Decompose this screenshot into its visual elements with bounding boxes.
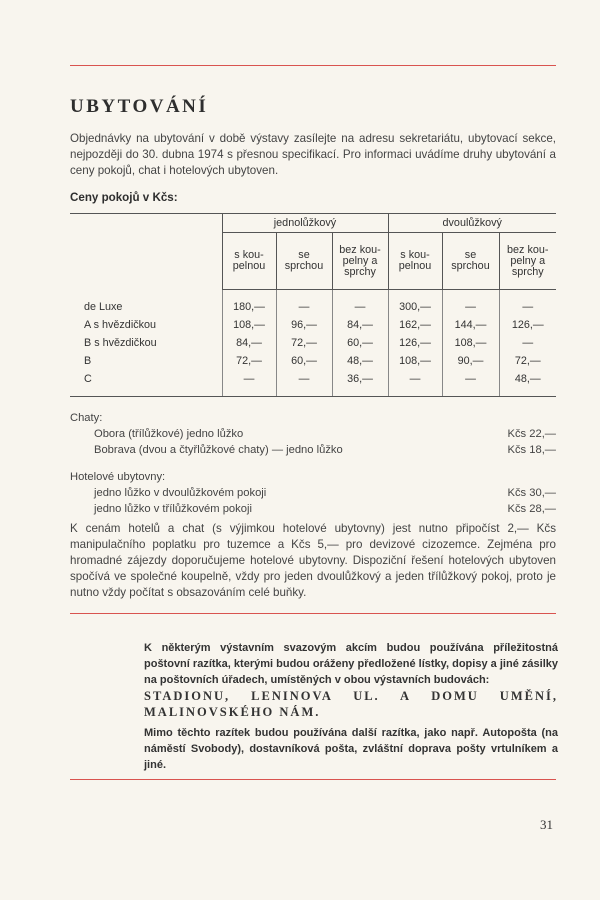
table-cell: 48,— [499,370,556,397]
notice-locations: STADIONU, LENINOVA UL. A DOMU UMĚNÍ, MALINOVSKÉHO NÁM. [144,689,558,719]
table-cell: 144,— [442,316,499,334]
table-cell: — [276,290,332,317]
subheader: s kou- pelnou [222,233,276,290]
subheader: se sprchou [442,233,499,290]
row-label: A s hvězdičkou [84,319,157,331]
item-price: Kčs 22,— [507,428,556,440]
notice-bottom-divider [70,779,556,780]
list-item [70,485,556,501]
table-cell: 126,— [388,334,442,352]
table-cell: — [499,290,556,317]
table-cell: — [442,290,499,317]
fees-paragraph: K cenám hotelů a chat (s výjimkou hotelové ubytovny) jest nutno připočíst 2,— Kčs manipulačního poplatku pro tuzemce a Kčs 5,— pro devizové cizozemce. Zejména pro hromadné zájezdy doporučujeme hotelové ubytovny. Dispoziční řešení hotelových ubytoven spočívá ve společné koupelně, vždy pro jeden dvoulůžkový a jeden třílůžkový pokoj, proto je nutno vždy počítat s obsazováním celé buňky. [70,522,556,599]
table-cell: 72,— [499,352,556,370]
notice-paragraph: K některým výstavním svazovým akcím budou používána příležitostná poštovní razítka, kterými budou oráženy předložené lístky, dopisy a jiné zásilky na poštovních úřadech, umístěných v obou výstavních budovách: [144,642,558,686]
table-cell: 72,— [222,352,276,370]
item-price: Kčs 28,— [507,503,556,515]
table-cell: 60,— [276,352,332,370]
table-cell: 162,— [388,316,442,334]
header-single: jednolůžkový [222,214,388,233]
intro-paragraph: Objednávky na ubytování v době výstavy zasílejte na adresu sekretariátu, ubytovací sekce, nejpozději do 30. dubna 1974 s přesnou specifikací. Pro informaci uvádíme druhy ubytování a ceny pokojů, chat i hotelových ubytoven. [70,132,556,177]
table-row [70,334,556,352]
row-label: de Luxe [84,300,123,313]
notice-top-divider [70,613,556,614]
table-cell: — [442,370,499,397]
subheader: bez kou- pelny a sprchy [499,233,556,290]
table-row [70,290,556,317]
header-double: dvoulůžkový [388,214,556,233]
item-price: Kčs 18,— [507,444,556,456]
table-cell: 84,— [332,316,388,334]
table-cell: 90,— [442,352,499,370]
hotel-section [70,469,556,517]
table-cell: 60,— [332,334,388,352]
page-title: UBYTOVÁNÍ [70,96,209,117]
table-cell: 48,— [332,352,388,370]
list-item [70,501,556,517]
subheader: s kou- pelnou [388,233,442,290]
row-label: B [84,355,92,367]
table-cell: — [388,370,442,397]
page-number: 31 [540,817,553,832]
table-cell: 96,— [276,316,332,334]
price-table [70,213,556,397]
table-cell: 180,— [222,290,276,317]
subheader: se sprchou [276,233,332,290]
item-label: jedno lůžko v třílůžkovém pokoji [94,503,252,515]
table-cell: 36,— [332,370,388,397]
prices-heading: Ceny pokojů v Kčs: [70,191,178,204]
list-item [70,426,556,442]
table-cell: — [276,370,332,397]
row-label: C [70,370,222,397]
table-cell: 126,— [499,316,556,334]
table-row [70,316,556,334]
item-label: Obora (třílůžkové) jedno lůžko [94,428,244,440]
top-divider [70,65,556,66]
table-cell: 108,— [442,334,499,352]
list-item [70,442,556,458]
table-cell: 300,— [388,290,442,317]
table-cell: 84,— [222,334,276,352]
item-label: Bobrava (dvou a čtyřlůžkové chaty) — jedno lůžko [94,444,343,456]
row-label: B s hvězdičkou [84,337,157,349]
hotel-label: Hotelové ubytovny: [70,471,166,483]
chaty-label: Chaty: [70,412,103,424]
notice-paragraph: Mimo těchto razítek budou používána další razítka, jako např. Autopošta (na náměstí Svobody), dostavníková pošta, zvláštní doprava pošty vrtulníkem a jiné. [144,727,558,771]
table-cell: 72,— [276,334,332,352]
table-cell: — [332,290,388,317]
item-price: Kčs 30,— [507,487,556,499]
table-cell: — [499,334,556,352]
table-cell: 108,— [222,316,276,334]
table-cell: — [222,370,276,397]
item-label: jedno lůžko v dvoulůžkovém pokoji [94,487,267,499]
table-cell: 108,— [388,352,442,370]
chaty-section [70,410,556,458]
table-corner [70,214,222,290]
table-row [70,352,556,370]
table-row [70,370,556,397]
subheader: bez kou- pelny a sprchy [332,233,388,290]
